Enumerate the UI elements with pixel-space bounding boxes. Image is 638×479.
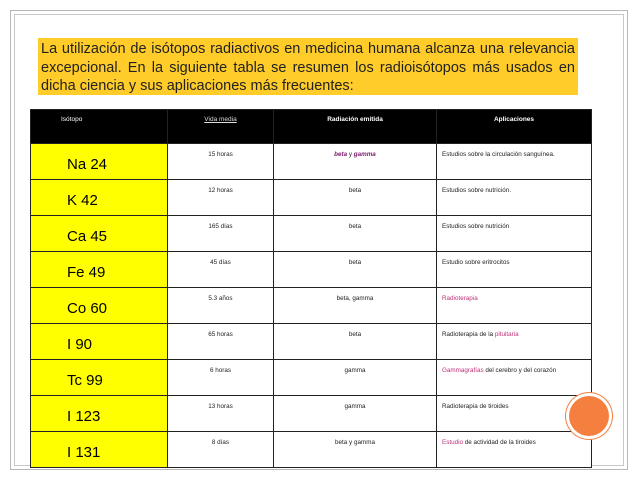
half-life-cell: 8 días [168, 432, 274, 468]
application-cell [437, 288, 592, 324]
application-cell [437, 252, 592, 288]
radiation-cell: beta [274, 324, 437, 360]
application-text: de actividad de la tiroides [463, 439, 536, 446]
isotope-cell: Ca 45 [31, 216, 168, 252]
application-text: Estudios sobre nutrición. [442, 187, 511, 194]
radiation-separator: y [347, 151, 354, 158]
radiation-beta-link[interactable]: beta [334, 151, 348, 158]
isotope-cell: Na 24 [31, 144, 168, 180]
half-life-cell: 13 horas [168, 396, 274, 432]
application-cell [437, 144, 592, 180]
isotope-cell: Fe 49 [31, 252, 168, 288]
radiation-cell: beta [274, 180, 437, 216]
table-row [31, 180, 592, 216]
radiation-cell: beta [274, 216, 437, 252]
table-row [31, 324, 592, 360]
isotope-cell: I 123 [31, 396, 168, 432]
header-radiation: Radiación emitida [274, 110, 437, 144]
table-row [31, 288, 592, 324]
half-life-cell: 12 horas [168, 180, 274, 216]
half-life-cell: 15 horas [168, 144, 274, 180]
table-header-row [31, 110, 592, 144]
application-text: del cerebro y del corazón [483, 367, 557, 374]
half-life-cell: 65 horas [168, 324, 274, 360]
half-life-cell: 5.3 años [168, 288, 274, 324]
isotope-cell: I 131 [31, 432, 168, 468]
isotope-cell: I 90 [31, 324, 168, 360]
application-cell [437, 432, 592, 468]
table-row [31, 252, 592, 288]
application-text: Radioterapia de la [442, 331, 495, 338]
radiation-cell: beta y gamma [274, 432, 437, 468]
radiation-cell: beta, gamma [274, 288, 437, 324]
isotope-cell: K 42 [31, 180, 168, 216]
table-row [31, 216, 592, 252]
radiation-cell: gamma [274, 396, 437, 432]
radiation-cell: beta [274, 252, 437, 288]
isotope-cell: Tc 99 [31, 360, 168, 396]
table-row [31, 396, 592, 432]
half-life-cell: 165 días [168, 216, 274, 252]
application-cell [437, 324, 592, 360]
application-cell [437, 216, 592, 252]
application-link[interactable]: pituitaria [494, 331, 519, 338]
half-life-cell: 6 horas [168, 360, 274, 396]
isotope-cell: Co 60 [31, 288, 168, 324]
table-row [31, 432, 592, 468]
application-cell [437, 180, 592, 216]
decorative-orange-circle [569, 396, 609, 436]
header-applications: Aplicaciones [437, 110, 592, 144]
header-isotope: Isótopo [31, 110, 168, 144]
half-life-cell: 45 días [168, 252, 274, 288]
radiation-cell: gamma [274, 360, 437, 396]
table-row [31, 360, 592, 396]
application-text: Estudio sobre eritrocitos [442, 259, 510, 266]
application-cell [437, 360, 592, 396]
application-link[interactable]: Radioterapia [442, 295, 478, 302]
application-link[interactable]: Gammagrafías [442, 367, 484, 374]
isotopes-table [30, 109, 592, 468]
application-text: Estudios sobre la circulación sanguínea. [442, 151, 555, 158]
table-row [31, 144, 592, 180]
application-text: Radioterapia de tiroides [442, 403, 509, 410]
application-text: Estudios sobre nutrición [442, 223, 510, 230]
intro-paragraph: La utilización de isótopos radiactivos en medicina humana alcanza una relevancia excepcional. En la siguiente tabla se resumen los radioisótopos más usados en dicha ciencia y sus aplicaciones más frecuentes: [38, 38, 578, 95]
application-link[interactable]: Estudio [442, 439, 464, 446]
radiation-gamma-link[interactable]: gamma [353, 151, 376, 158]
radiation-cell [274, 144, 437, 180]
header-half-life-link[interactable]: Vida media [168, 110, 274, 144]
